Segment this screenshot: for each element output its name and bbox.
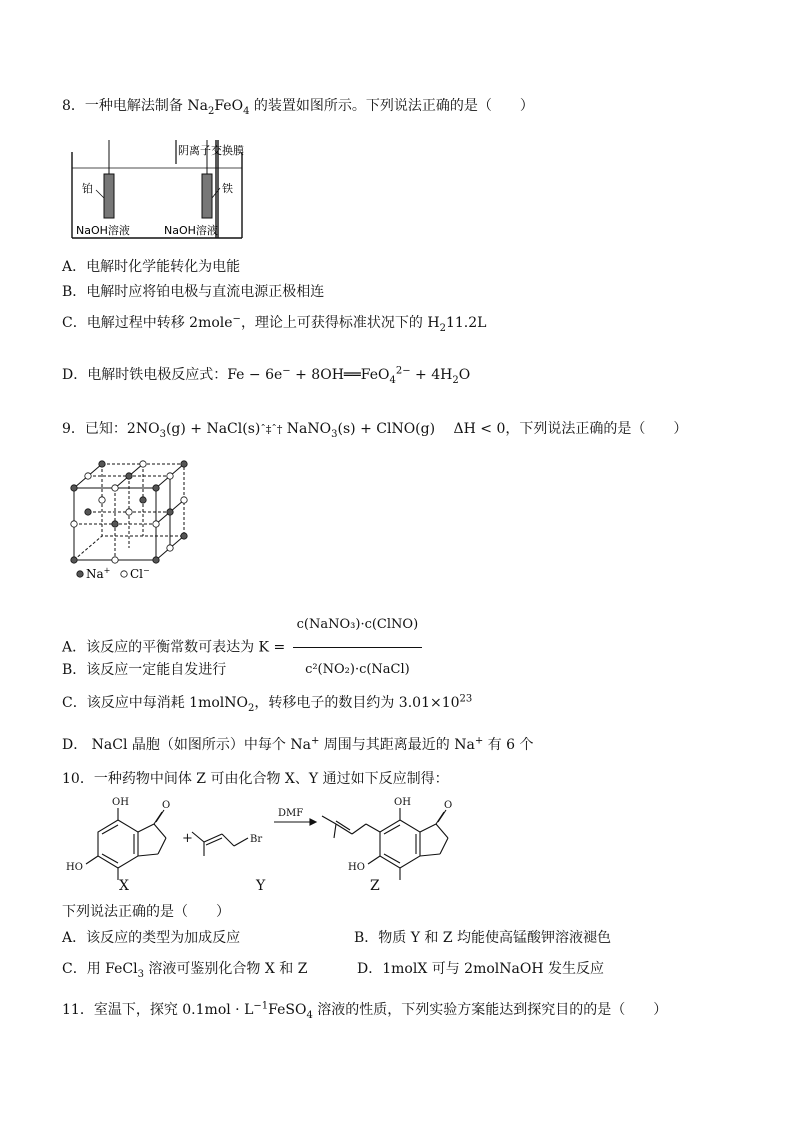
q9-option-c: C．该反应中每消耗 1molNO$_2$，转移电子的数目约为 $3.01\times 10^{23}$ — [62, 693, 473, 714]
q8-option-a: A．电解时化学能转化为电能 — [62, 259, 241, 275]
q8-stem: 8．一种电解法制备 $Na_2FeO_4$ 的装置如图所示。下列说法正确的是（ ） — [62, 98, 534, 117]
q10-option-d: D．1molX 可与 2molNaOH 发生反应 — [357, 961, 605, 977]
membrane-label: 阴离子交换膜 — [178, 144, 244, 157]
right-electrode-label: 铁 — [222, 182, 233, 195]
q10-stem: 10．一种药物中间体 Z 可由化合物 X、Y 通过如下反应制得： — [62, 771, 449, 787]
platinum-electrode — [104, 174, 114, 218]
y-br-label: Br — [250, 834, 263, 845]
q8-option-b: B．电解时应将铂电极与直流电源正极相连 — [62, 284, 325, 300]
label-y: Y — [256, 878, 266, 894]
left-electrode-label: 铂 — [82, 182, 93, 195]
q9-stem: 9．已知：$2NO_3(g)$ + NaCl(s)ˆ‡ˆ† NaNO$_3$(s) + ClNO(g) ΔH < 0，下列说法正确的是（ ） — [62, 421, 688, 440]
q8-option-d: D．电解时铁电极反应式：Fe − 6e− + 8OH══FeO$_4^{2-}$ + $4H_2O$ — [62, 365, 471, 386]
label-z: Z — [370, 878, 380, 894]
equilibrium-constant-fraction: $\frac{\text{c(NaNO₃)·c(ClNO)}}{\text{c²(NO₂)·c(NaCl)}}$ — [293, 606, 423, 689]
q11-stem: 11．室温下，探究 $0.1mol \cdot L^{-1}FeSO_4$ 溶液的性质，下列实验方案能达到探究目的的是（ ） — [62, 1000, 668, 1021]
q10-option-a: A．该反应的类型为加成反应 — [62, 930, 241, 946]
q8-option-c: C．电解过程中转移 2mole−，理论上可获得标准状况下的 $H_211.2L$ — [62, 313, 487, 334]
z-ho-label: HO — [348, 862, 365, 873]
x-ho-label: HO — [66, 862, 83, 873]
dmf-reagent-label: DMF — [278, 808, 304, 819]
z-oh-label: OH — [394, 797, 411, 808]
electrolysis-apparatus-figure — [68, 138, 246, 242]
q9-option-a: A．该反应的平衡常数可表达为 K = $\frac{\text{c(NaNO₃)·c(ClNO)}}{\text{c²(NO₂)·c(NaCl)}}$ — [62, 606, 425, 689]
plus-sign: + — [182, 831, 193, 846]
q9-option-d: D． NaCl 晶胞（如图所示）中每个 Na+ 周围与其距离最近的 Na+ 有 6 个 — [62, 735, 534, 753]
nacl-crystal-cell-figure — [66, 458, 190, 582]
right-solution-label: NaOH溶液 — [164, 224, 218, 237]
iron-electrode — [202, 174, 212, 218]
x-carbonyl-o-label: O — [162, 800, 171, 811]
x-oh-label: OH — [112, 797, 129, 808]
na-legend-label: Na+ — [86, 566, 111, 581]
cl-legend-label: Cl− — [130, 566, 150, 581]
z-carbonyl-o-label: O — [444, 800, 453, 811]
na-legend-marker — [77, 571, 83, 577]
cl-legend-marker — [121, 571, 127, 577]
left-solution-label: NaOH溶液 — [76, 224, 130, 237]
q10-option-b: B．物质 Y 和 Z 均能使高锰酸钾溶液褪色 — [354, 930, 612, 946]
q9-option-b: B．该反应一定能自发进行 — [62, 662, 227, 678]
q10-question: 下列说法正确的是（ ） — [62, 904, 230, 920]
q10-option-c: C．用 FeCl$_3$ 溶液可鉴别化合物 X 和 Z — [62, 961, 308, 980]
label-x: X — [119, 878, 129, 894]
